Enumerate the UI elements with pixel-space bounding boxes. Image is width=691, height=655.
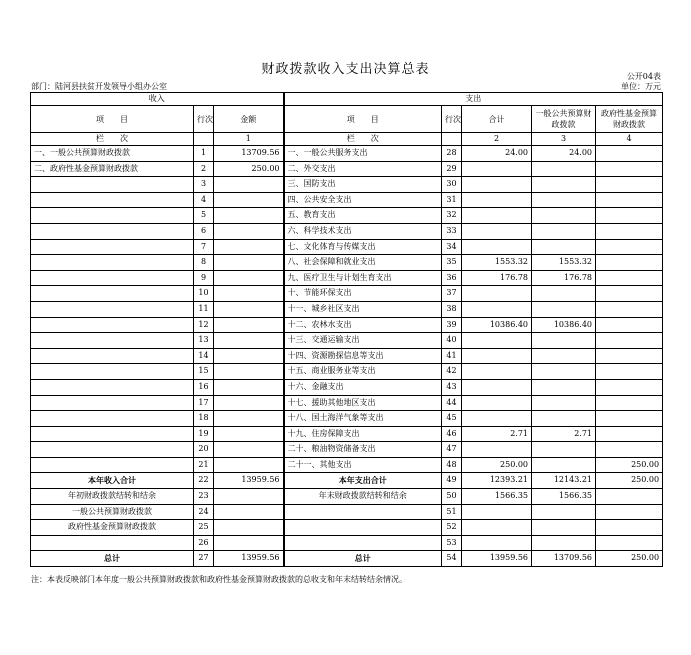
fund-budget-cell: 250.00 [596,551,663,567]
table-row [31,239,663,255]
expense-line-cell: 42 [442,364,462,380]
table-row [31,348,663,364]
expense-line-cell: 44 [442,395,462,411]
income-item-cell [31,426,194,442]
expense-item-cell: 三、国防支出 [284,177,442,193]
expense-item-cell: 十、节能环保支出 [284,286,442,302]
income-amount-cell [214,301,284,317]
total-cell [462,286,532,302]
income-item-cell: 政府性基金预算财政拨款 [31,520,194,536]
expense-line-cell: 47 [442,442,462,458]
expense-item-header: 项 目 [284,106,442,133]
expense-item-cell: 十一、城乡社区支出 [284,301,442,317]
total-cell [462,504,532,520]
income-amount-cell [214,192,284,208]
fund-budget-cell [596,208,663,224]
income-line-cell: 10 [194,286,214,302]
expense-line-cell: 43 [442,379,462,395]
income-line-cell: 11 [194,301,214,317]
general-budget-cell: 24.00 [532,146,596,162]
income-amount-cell [214,535,284,551]
total-cell: 250.00 [462,457,532,473]
fund-budget-cell [596,192,663,208]
income-line-cell: 21 [194,457,214,473]
general-budget-cell [532,411,596,427]
expense-item-cell: 八、社会保障和就业支出 [284,255,442,271]
income-item-cell [31,301,194,317]
general-budget-cell [532,177,596,193]
fund-budget-cell [596,286,663,302]
table-row [31,535,663,551]
general-budget-cell [532,239,596,255]
income-item-cell [31,333,194,349]
income-amount-cell [214,364,284,380]
income-line-cell: 24 [194,504,214,520]
income-item-cell [31,535,194,551]
income-item-cell: 一般公共预算财政拨款 [31,504,194,520]
expense-item-cell: 二十、粮油物资储备支出 [284,442,442,458]
income-line-cell: 20 [194,442,214,458]
table-row [31,223,663,239]
income-amount-cell: 13709.56 [214,146,284,162]
table-row [31,317,663,333]
expense-item-cell [284,504,442,520]
table-row [31,426,663,442]
column-number-1: 1 [214,133,284,146]
income-amount-cell [214,317,284,333]
fund-budget-cell [596,348,663,364]
total-cell [462,208,532,224]
table-row [31,551,663,567]
income-item-cell [31,442,194,458]
income-line-cell: 1 [194,146,214,162]
fund-budget-cell [596,379,663,395]
total-cell: 13959.56 [462,551,532,567]
expense-item-cell: 十七、援助其他地区支出 [284,395,442,411]
income-item-cell: 二、政府性基金预算财政拨款 [31,161,194,177]
report-title: 财政拨款收入支出决算总表 [261,62,430,77]
fund-budget-cell [596,426,663,442]
fund-budget-cell [596,520,663,536]
general-budget-cell [532,348,596,364]
expense-line-cell: 32 [442,208,462,224]
fund-budget-cell [596,239,663,255]
department-label: 部门：陆河县扶贫开发领导小组办公室 [31,82,167,91]
table-row [31,255,663,271]
expense-item-cell: 本年支出合计 [284,473,442,489]
total-cell: 2.71 [462,426,532,442]
expense-item-cell: 二十一、其他支出 [284,457,442,473]
total-cell [462,364,532,380]
income-line-cell: 9 [194,270,214,286]
expense-line-cell: 53 [442,535,462,551]
general-budget-cell [532,286,596,302]
general-budget-cell [532,457,596,473]
expense-line-cell: 48 [442,457,462,473]
header-row-column-numbers [31,133,663,146]
income-item-cell [31,286,194,302]
fund-budget-cell [596,255,663,271]
income-item-cell: 本年收入合计 [31,473,194,489]
table-row [31,333,663,349]
table-row [31,473,663,489]
expense-line-cell: 30 [442,177,462,193]
expense-line-blank [442,133,462,146]
income-amount-header: 金额 [214,106,284,133]
expense-item-cell: 四、公共安全支出 [284,192,442,208]
general-budget-cell [532,223,596,239]
income-line-cell: 23 [194,489,214,505]
income-amount-cell [214,270,284,286]
income-line-header: 行次 [194,106,214,133]
fiscal-summary-table [30,92,663,567]
general-budget-cell [532,333,596,349]
general-budget-cell [532,379,596,395]
expense-line-cell: 38 [442,301,462,317]
expense-header: 支出 [284,93,663,106]
general-budget-cell: 1553.32 [532,255,596,271]
income-amount-cell [214,520,284,536]
general-budget-cell: 12143.21 [532,473,596,489]
table-row [31,286,663,302]
income-amount-cell [214,457,284,473]
total-cell [462,411,532,427]
income-amount-cell [214,348,284,364]
income-amount-cell [214,177,284,193]
income-line-cell: 4 [194,192,214,208]
income-item-cell [31,223,194,239]
expense-line-cell: 37 [442,286,462,302]
total-cell [462,333,532,349]
table-row [31,364,663,380]
expense-line-cell: 36 [442,270,462,286]
expense-line-cell: 45 [442,411,462,427]
general-budget-cell [532,161,596,177]
income-item-cell: 一、一般公共预算财政拨款 [31,146,194,162]
expense-item-cell: 十六、金融支出 [284,379,442,395]
column-number-3: 3 [532,133,596,146]
general-budget-cell: 1566.35 [532,489,596,505]
expense-item-cell: 年末财政拨款结转和结余 [284,489,442,505]
expense-item-cell: 十三、交通运输支出 [284,333,442,349]
fund-budget-cell [596,395,663,411]
expense-item-cell [284,535,442,551]
table-row [31,457,663,473]
total-cell [462,301,532,317]
total-cell [462,348,532,364]
income-item-cell [31,411,194,427]
fund-budget-cell [596,442,663,458]
fund-budget-cell [596,146,663,162]
expense-item-cell: 一、一般公共服务支出 [284,146,442,162]
income-line-cell: 25 [194,520,214,536]
total-cell [462,177,532,193]
fund-budget-cell: 250.00 [596,457,663,473]
expense-column-label: 栏 次 [284,133,442,146]
fund-budget-cell [596,177,663,193]
income-line-cell: 3 [194,177,214,193]
income-amount-cell [214,379,284,395]
income-item-cell [31,395,194,411]
income-amount-cell [214,395,284,411]
expense-line-cell: 50 [442,489,462,505]
expense-item-cell [284,520,442,536]
general-budget-cell [532,520,596,536]
total-cell: 176.78 [462,270,532,286]
general-budget-cell [532,364,596,380]
table-row [31,411,663,427]
income-amount-cell [214,504,284,520]
table-row [31,504,663,520]
table-row [31,442,663,458]
total-cell [462,223,532,239]
income-line-cell: 19 [194,426,214,442]
total-cell: 24.00 [462,146,532,162]
expense-line-cell: 31 [442,192,462,208]
general-budget-cell [532,442,596,458]
total-cell [462,379,532,395]
income-amount-cell: 250.00 [214,161,284,177]
income-item-cell [31,457,194,473]
table-row [31,489,663,505]
income-line-cell: 2 [194,161,214,177]
income-line-cell: 16 [194,379,214,395]
income-item-cell [31,177,194,193]
total-cell [462,535,532,551]
fund-budget-cell [596,504,663,520]
expense-item-cell: 五、教育支出 [284,208,442,224]
income-line-cell: 6 [194,223,214,239]
total-cell [462,161,532,177]
fund-budget-cell [596,301,663,317]
total-header: 合计 [462,106,532,133]
expense-line-cell: 33 [442,223,462,239]
table-row [31,192,663,208]
total-cell [462,239,532,255]
general-budget-cell [532,301,596,317]
income-amount-cell [214,255,284,271]
table-row [31,301,663,317]
expense-line-cell: 51 [442,504,462,520]
table-row [31,270,663,286]
income-item-cell [31,208,194,224]
income-item-header: 项 目 [31,106,194,133]
column-number-4: 4 [596,133,663,146]
expense-line-cell: 54 [442,551,462,567]
form-number: 公开04表 [626,72,661,81]
income-item-cell [31,317,194,333]
income-amount-cell [214,286,284,302]
expense-item-cell: 十九、住房保障支出 [284,426,442,442]
general-budget-cell [532,504,596,520]
fund-budget-cell [596,161,663,177]
income-line-cell: 22 [194,473,214,489]
income-line-cell: 8 [194,255,214,271]
expense-line-cell: 52 [442,520,462,536]
income-header: 收入 [31,93,284,106]
table-row [31,161,663,177]
fund-budget-cell [596,333,663,349]
fund-budget-cell [596,317,663,333]
general-budget-cell: 176.78 [532,270,596,286]
income-amount-cell [214,223,284,239]
expense-item-cell: 十八、国土海洋气象等支出 [284,411,442,427]
income-amount-cell [214,333,284,349]
unit-label: 单位：万元 [621,82,661,91]
general-budget-cell [532,395,596,411]
income-amount-cell [214,489,284,505]
income-line-cell: 13 [194,333,214,349]
fund-budget-cell [596,270,663,286]
income-amount-cell [214,442,284,458]
total-cell: 1553.32 [462,255,532,271]
income-amount-cell [214,208,284,224]
income-line-cell: 15 [194,364,214,380]
fund-budget-cell [596,364,663,380]
income-item-cell [31,364,194,380]
income-amount-cell [214,426,284,442]
income-line-cell: 18 [194,411,214,427]
general-budget-header: 一般公共预算财政拨款 [532,106,596,133]
expense-item-cell: 十五、商业服务业等支出 [284,364,442,380]
general-budget-cell [532,192,596,208]
expense-item-cell: 十四、资源勘探信息等支出 [284,348,442,364]
expense-item-cell: 七、文化体育与传媒支出 [284,239,442,255]
general-budget-cell [532,208,596,224]
income-item-cell: 年初财政拨款结转和结余 [31,489,194,505]
expense-line-cell: 49 [442,473,462,489]
total-cell: 12393.21 [462,473,532,489]
income-amount-cell: 13959.56 [214,551,284,567]
income-line-cell: 17 [194,395,214,411]
income-amount-cell [214,411,284,427]
general-budget-cell: 2.71 [532,426,596,442]
total-cell [462,395,532,411]
total-cell [462,520,532,536]
expense-line-cell: 35 [442,255,462,271]
income-line-cell: 12 [194,317,214,333]
expense-item-cell: 六、科学技术支出 [284,223,442,239]
fund-budget-cell [596,223,663,239]
total-cell: 10386.40 [462,317,532,333]
income-item-cell [31,239,194,255]
total-cell: 1566.35 [462,489,532,505]
expense-line-cell: 40 [442,333,462,349]
expense-line-cell: 39 [442,317,462,333]
income-amount-cell: 13959.56 [214,473,284,489]
expense-item-cell: 十二、农林水支出 [284,317,442,333]
fund-budget-header: 政府性基金预算财政拨款 [596,106,663,133]
fund-budget-cell [596,489,663,505]
total-cell [462,192,532,208]
expense-line-header: 行次 [442,106,462,133]
income-column-label: 栏 次 [31,133,194,146]
fund-budget-cell: 250.00 [596,473,663,489]
table-row [31,177,663,193]
expense-item-cell: 九、医疗卫生与计划生育支出 [284,270,442,286]
income-amount-cell [214,239,284,255]
table-row [31,146,663,162]
column-number-2: 2 [462,133,532,146]
income-line-cell: 26 [194,535,214,551]
fund-budget-cell [596,535,663,551]
footnote: 注：本表反映部门本年度一般公共预算财政拨款和政府性基金预算财政拨款的总收支和年末结转结余情况。 [31,575,407,584]
expense-line-cell: 34 [442,239,462,255]
expense-line-cell: 29 [442,161,462,177]
table-row [31,208,663,224]
income-line-cell: 7 [194,239,214,255]
income-line-cell: 27 [194,551,214,567]
income-item-cell [31,270,194,286]
header-row-sections [31,93,663,106]
general-budget-cell: 10386.40 [532,317,596,333]
table-row [31,395,663,411]
income-line-blank [194,133,214,146]
income-item-cell [31,255,194,271]
table-row [31,520,663,536]
header-row-columns [31,106,663,133]
income-item-cell [31,192,194,208]
expense-line-cell: 46 [442,426,462,442]
income-item-cell: 总计 [31,551,194,567]
expense-item-cell: 总计 [284,551,442,567]
fund-budget-cell [596,411,663,427]
expense-item-cell: 二、外交支出 [284,161,442,177]
general-budget-cell [532,535,596,551]
expense-line-cell: 28 [442,146,462,162]
table-row [31,379,663,395]
income-line-cell: 14 [194,348,214,364]
income-line-cell: 5 [194,208,214,224]
total-cell [462,442,532,458]
general-budget-cell: 13709.56 [532,551,596,567]
expense-line-cell: 41 [442,348,462,364]
income-item-cell [31,379,194,395]
income-item-cell [31,348,194,364]
